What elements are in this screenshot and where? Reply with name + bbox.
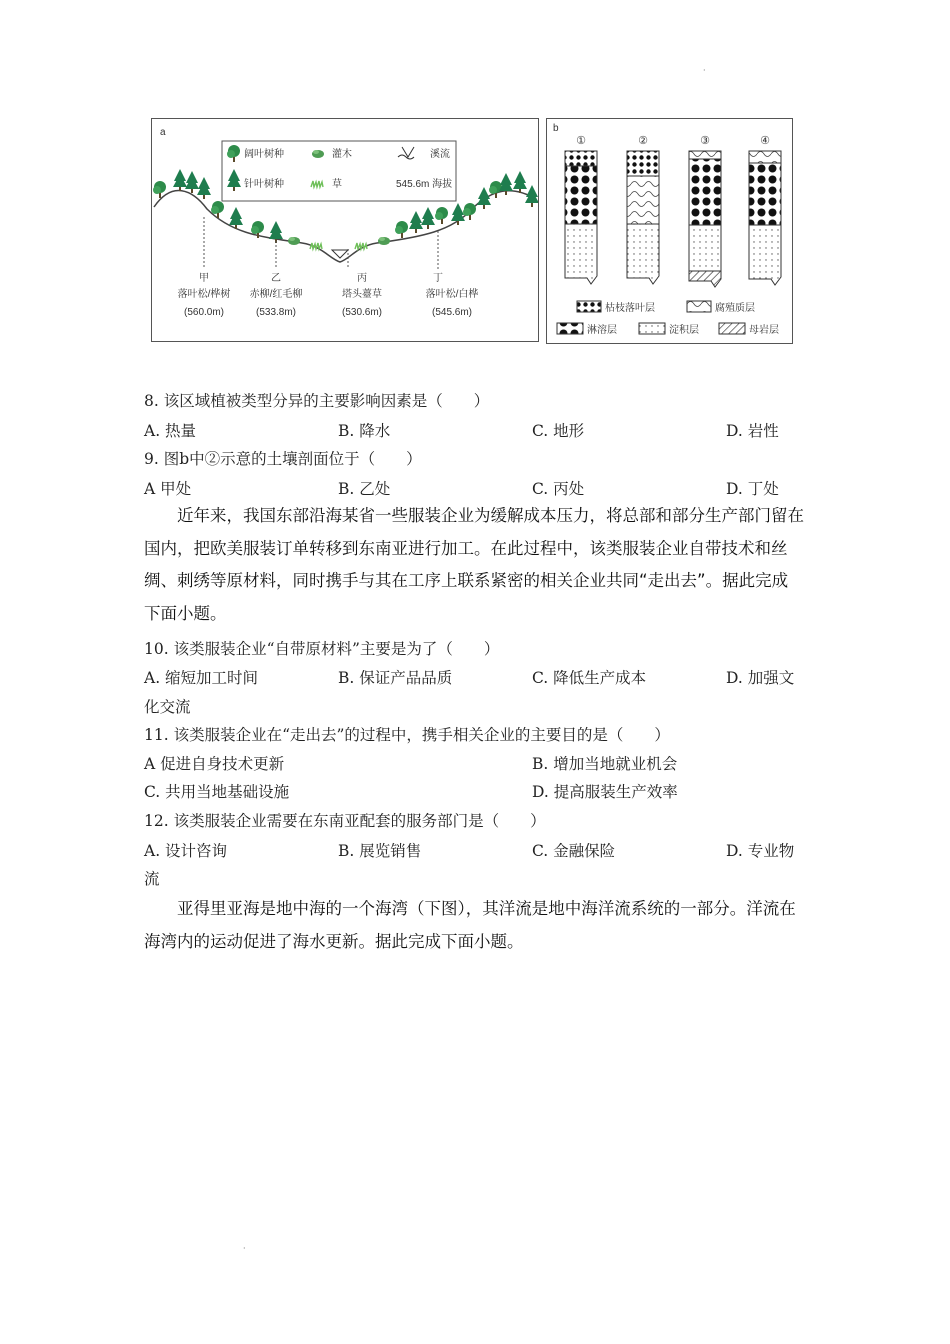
question-8-stem: 8. 该区域植被类型分异的主要影响因素是（ ） xyxy=(144,392,490,410)
q9-option-a[interactable]: A 甲处 xyxy=(144,480,192,498)
site-ding-name: 丁 xyxy=(433,273,443,284)
site-jia-elev: (560.0m) xyxy=(183,307,225,318)
question-12-stem: 12. 该类服装企业需要在东南亚配套的服务部门是（ ） xyxy=(144,812,546,830)
scan-dot: · xyxy=(703,66,706,75)
site-bing-name: 丙 xyxy=(357,273,367,284)
legend-litter: 枯枝落叶层 xyxy=(605,303,655,314)
parent-swatch xyxy=(719,323,745,334)
q10-option-d[interactable]: D. 加强文 xyxy=(726,669,795,687)
site-bing-elev: (530.6m) xyxy=(341,307,383,318)
q9-option-d[interactable]: D. 丁处 xyxy=(726,480,779,498)
soil-profile-3 xyxy=(689,151,721,287)
figure-a-vegetation-profile xyxy=(151,118,539,342)
legend-parent: 母岩层 xyxy=(749,325,779,336)
broadleaf-icon xyxy=(227,145,240,162)
legend-grass: 草 xyxy=(332,179,342,190)
soil-profile-2 xyxy=(627,151,659,284)
profile-1-label: ① xyxy=(576,134,586,147)
site-jia-name: 甲 xyxy=(199,273,209,284)
profile-3-label: ③ xyxy=(700,134,710,147)
site-jia-species: 落叶松/桦树 xyxy=(177,289,231,300)
site-yi-name: 乙 xyxy=(271,273,281,284)
figure-a-label: a xyxy=(160,127,166,138)
scan-dot-bottom: · xyxy=(243,1244,246,1253)
q10-option-c[interactable]: C. 降低生产成本 xyxy=(532,669,647,687)
q12-option-c[interactable]: C. 金融保险 xyxy=(532,842,616,860)
question-10-stem: 10. 该类服装企业“自带原材料”主要是为了（ ） xyxy=(144,640,500,658)
site-ding-species: 落叶松/白桦 xyxy=(425,289,479,300)
legend-humus: 腐殖质层 xyxy=(715,303,755,314)
soil-profile-4 xyxy=(749,151,781,285)
q12-option-a[interactable]: A. 设计咨询 xyxy=(144,842,228,860)
question-9-stem: 9. 图b中②示意的土壤剖面位于（ ） xyxy=(144,450,422,468)
legend-stream: 溪流 xyxy=(430,149,450,160)
legend-broadleaf: 阔叶树种 xyxy=(244,149,284,160)
illuvial-swatch xyxy=(639,323,665,334)
site-bing-species: 塔头薹草 xyxy=(342,289,382,300)
q12-option-d[interactable]: D. 专业物 xyxy=(726,842,795,860)
q8-option-d[interactable]: D. 岩性 xyxy=(726,422,779,440)
profile-4-label: ④ xyxy=(760,134,770,147)
figure-b-label: b xyxy=(553,123,559,134)
conifer-icon xyxy=(227,169,241,191)
q8-option-c[interactable]: C. 地形 xyxy=(532,422,585,440)
figure-a-svg xyxy=(152,119,538,341)
figure-b-svg xyxy=(547,119,792,343)
q11-option-c[interactable]: C. 共用当地基础设施 xyxy=(144,783,290,801)
q8-option-b[interactable]: B. 降水 xyxy=(338,422,391,440)
q11-option-d[interactable]: D. 提高服装生产效率 xyxy=(532,783,678,801)
shrub-icon xyxy=(312,150,324,158)
site-yi-elev: (533.8m) xyxy=(255,307,297,318)
q9-option-c[interactable]: C. 丙处 xyxy=(532,480,585,498)
q8-option-a[interactable]: A. 热量 xyxy=(144,422,197,440)
legend-elevation: 545.6m 海拔 xyxy=(396,179,453,190)
passage-garment-industry: 近年来，我国东部沿海某省一些服装企业为缓解成本压力，将总部和部分生产部门留在国内，把欧美服装订单转移到东南亚进行加工。在此过程中，该类服装企业自带技术和丝绸、刺绣等原材料，同时携手与其在工序上联系紧密的相关企业共同“走出去”。据此完成下面小题。 xyxy=(144,506,804,623)
eluvial-swatch xyxy=(557,323,583,334)
legend-shrub: 灌木 xyxy=(332,149,352,160)
passage-adriatic-sea: 亚得里亚海是地中海的一个海湾（下图），其洋流是地中海洋流系统的一部分。洋流在海湾内的运动促进了海水更新。据此完成下面小题。 xyxy=(144,899,796,951)
stream-icon xyxy=(398,147,414,159)
question-11-stem: 11. 该类服装企业在“走出去”的过程中，携手相关企业的主要目的是（ ） xyxy=(144,726,670,744)
litter-swatch xyxy=(577,301,601,312)
site-ding-elev: (545.6m) xyxy=(431,307,473,318)
legend-eluvial: 淋溶层 xyxy=(587,325,617,336)
grass-icon xyxy=(311,181,323,187)
q11-option-a[interactable]: A 促进自身技术更新 xyxy=(144,755,285,773)
legend-conifer: 针叶树种 xyxy=(244,179,284,190)
figure-b-soil-profiles xyxy=(546,118,793,344)
q11-option-b[interactable]: B. 增加当地就业机会 xyxy=(532,755,678,773)
q12-option-d-wrap: 流 xyxy=(144,870,160,888)
stream-marker xyxy=(332,250,348,258)
q10-option-a[interactable]: A. 缩短加工时间 xyxy=(144,669,259,687)
q10-option-d-wrap: 化交流 xyxy=(144,698,191,716)
site-yi-species: 赤柳/红毛柳 xyxy=(249,289,303,300)
soil-profile-1 xyxy=(565,151,597,284)
legend-illuvial: 淀积层 xyxy=(669,325,699,336)
q10-option-b[interactable]: B. 保证产品品质 xyxy=(338,669,453,687)
profile-2-label: ② xyxy=(638,134,648,147)
q12-option-b[interactable]: B. 展览销售 xyxy=(338,842,422,860)
q9-option-b[interactable]: B. 乙处 xyxy=(338,480,391,498)
humus-swatch xyxy=(687,301,711,312)
